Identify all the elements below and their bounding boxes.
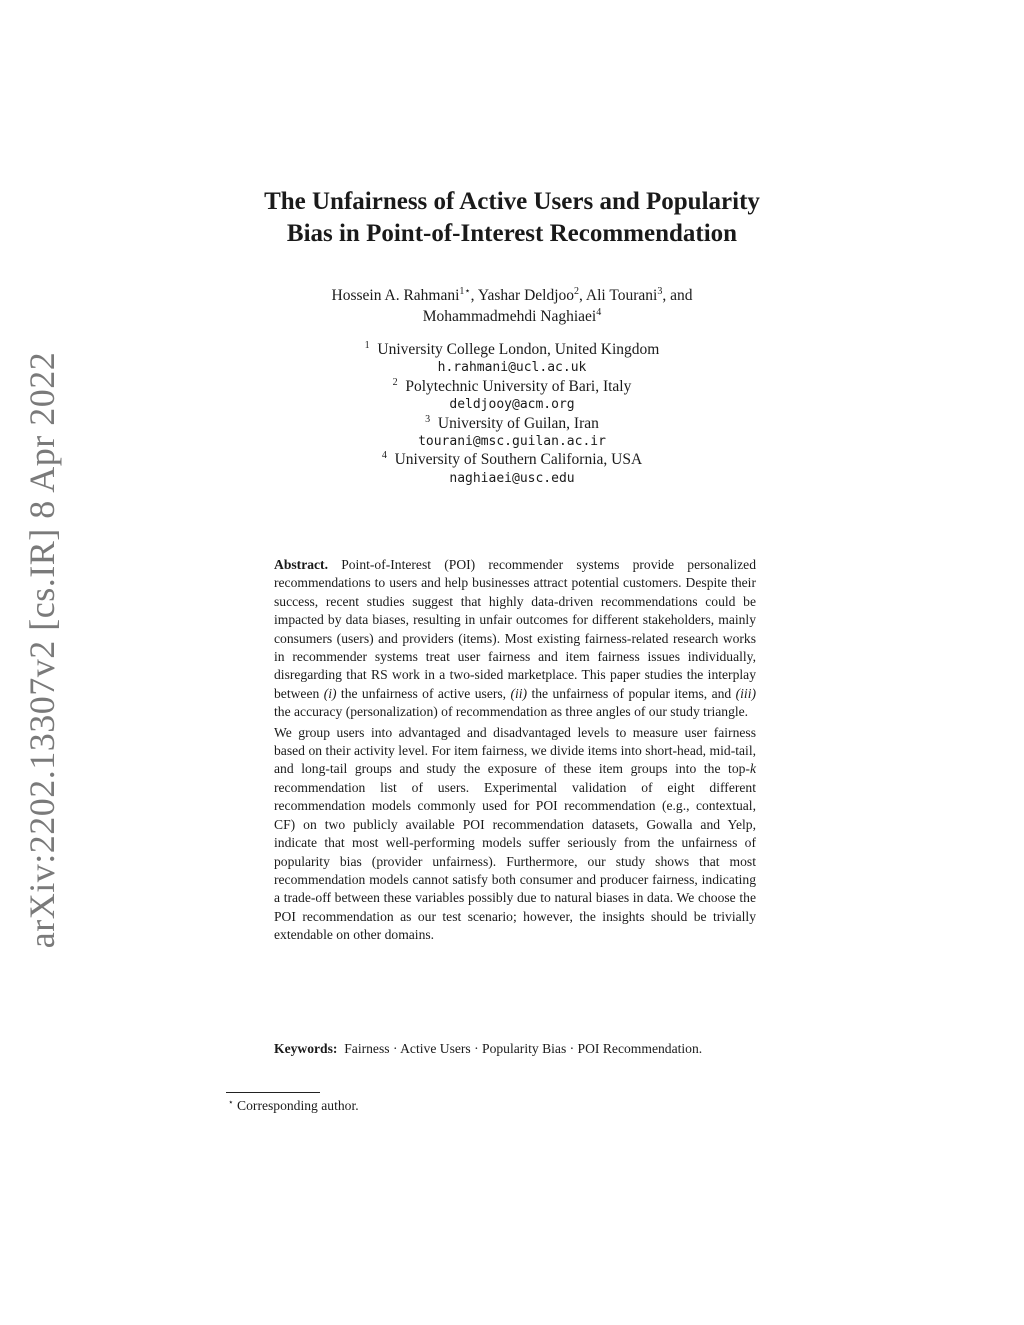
affiliation-number: 3 xyxy=(425,413,431,425)
affiliation-name: University of Guilan, Iran xyxy=(437,414,599,432)
author-line-1 xyxy=(0,285,1024,306)
abstract-paragraph-1 xyxy=(274,556,756,722)
author-affiliation-mark: 2 xyxy=(574,286,580,297)
abstract-paragraph-2 xyxy=(274,724,756,945)
affiliation-email[interactable]: h.rahmani@ucl.ac.uk xyxy=(437,360,587,376)
title-line-2: Bias in Point-of-Interest Recommendation xyxy=(286,220,738,247)
affiliation-number: 1 xyxy=(364,340,370,351)
affiliation xyxy=(0,415,1024,433)
author-affiliation-mark: 1⋆ xyxy=(459,286,471,297)
affiliation-email[interactable]: tourani@msc.guilan.ac.ir xyxy=(418,434,606,450)
abstract-enum: (iii) xyxy=(735,685,757,701)
keywords-label: Keywords: xyxy=(274,1041,338,1056)
abstract-text: the accuracy (personalization) of recommendation as three angles of our study triangle. xyxy=(274,704,749,720)
affiliation xyxy=(0,378,1024,396)
footnote-rule xyxy=(226,1092,320,1093)
affiliation xyxy=(0,341,1024,359)
affiliation-name: University College London, United Kingdom xyxy=(377,341,660,358)
author-separator: , xyxy=(470,287,478,304)
keywords xyxy=(274,1040,756,1058)
abstract-text: the unfairness of popular items, and xyxy=(527,685,736,701)
affiliation-list xyxy=(0,341,1024,488)
abstract-text: the unfairness of active users, xyxy=(336,685,511,701)
affiliation-name: Polytechnic University of Bari, Italy xyxy=(405,377,632,395)
abstract-enum: (ii) xyxy=(510,685,528,701)
affiliation-name: University of Southern California, USA xyxy=(394,451,643,469)
affiliation-number: 2 xyxy=(392,376,398,388)
abstract-text: Point-of-Interest (POI) recommender systems provide personalized recommendations to users and help businesses attract potential customers. Despite their success, recent studies suggest that highly data-driven recommendations could be impacted by data biases, resulting in unfair outcomes for different stakeholders, mainly consumers (users) and providers (items). Most existing fairness-related research works in recommender systems treat user fairness and item fairness issues individually, disregarding that RS work in a two-sided marketplace. This paper studies the interplay between xyxy=(274,557,756,701)
affiliation-email[interactable]: deldjooy@acm.org xyxy=(449,397,575,413)
abstract-enum: (i) xyxy=(323,685,337,701)
footnote-text: Corresponding author. xyxy=(237,1098,359,1113)
abstract xyxy=(274,556,756,947)
affiliation-number: 4 xyxy=(381,450,387,462)
author-affiliation-mark: 3 xyxy=(657,286,663,297)
keywords-text: Fairness · Active Users · Popularity Bias · POI Recommendation. xyxy=(344,1041,703,1056)
author-name: Ali Tourani xyxy=(585,287,658,304)
abstract-text: recommendation list of users. Experimental validation of eight different recommendation models commonly used for POI recommendation (e.g., contextual, CF) on two publicly available POI recommendation datasets, Gowalla and Yelp, indicate that most well-performing models suffer seriously from the unfairness of popularity bias (provider unfairness). Furthermore, our study shows that most recommendation models cannot satisfy both consumer and producer fairness, indicating a trade-off between these variables possibly due to natural biases in data. We choose the POI recommendation as our test scenario; however, the insights should be trivially extendable on other domains. xyxy=(274,779,756,943)
footnote-mark: ⋆ xyxy=(228,1097,234,1107)
author-affiliation-mark: 4 xyxy=(596,307,602,318)
author-name: Yashar Deldjoo xyxy=(477,287,575,304)
author-name: Mohammadmehdi Naghiaei xyxy=(422,308,597,325)
arxiv-identifier-stamp: arXiv:2202.13307v2 [cs.IR] 8 Apr 2022 xyxy=(22,351,62,949)
abstract-math-k: k xyxy=(749,761,756,777)
abstract-text: We group users into advantaged and disadvantaged levels to measure user fairness based on their activity level. For item fairness, we divide items into short-head, mid-tail, and long-tail groups and study the exposure of these item groups into the top- xyxy=(274,724,756,777)
affiliation-email[interactable]: naghiaei@usc.edu xyxy=(449,470,575,486)
author-separator: , and xyxy=(662,287,693,304)
author-separator: , xyxy=(579,287,586,304)
author-list xyxy=(0,285,1024,327)
author-name: Hossein A. Rahmani xyxy=(331,287,460,304)
author-line-2 xyxy=(0,306,1024,327)
footnote xyxy=(228,1097,359,1114)
paper-title xyxy=(0,186,1024,250)
abstract-label: Abstract. xyxy=(274,557,328,572)
title-line-1: The Unfairness of Active Users and Popularity xyxy=(264,188,760,215)
affiliation xyxy=(0,451,1024,469)
